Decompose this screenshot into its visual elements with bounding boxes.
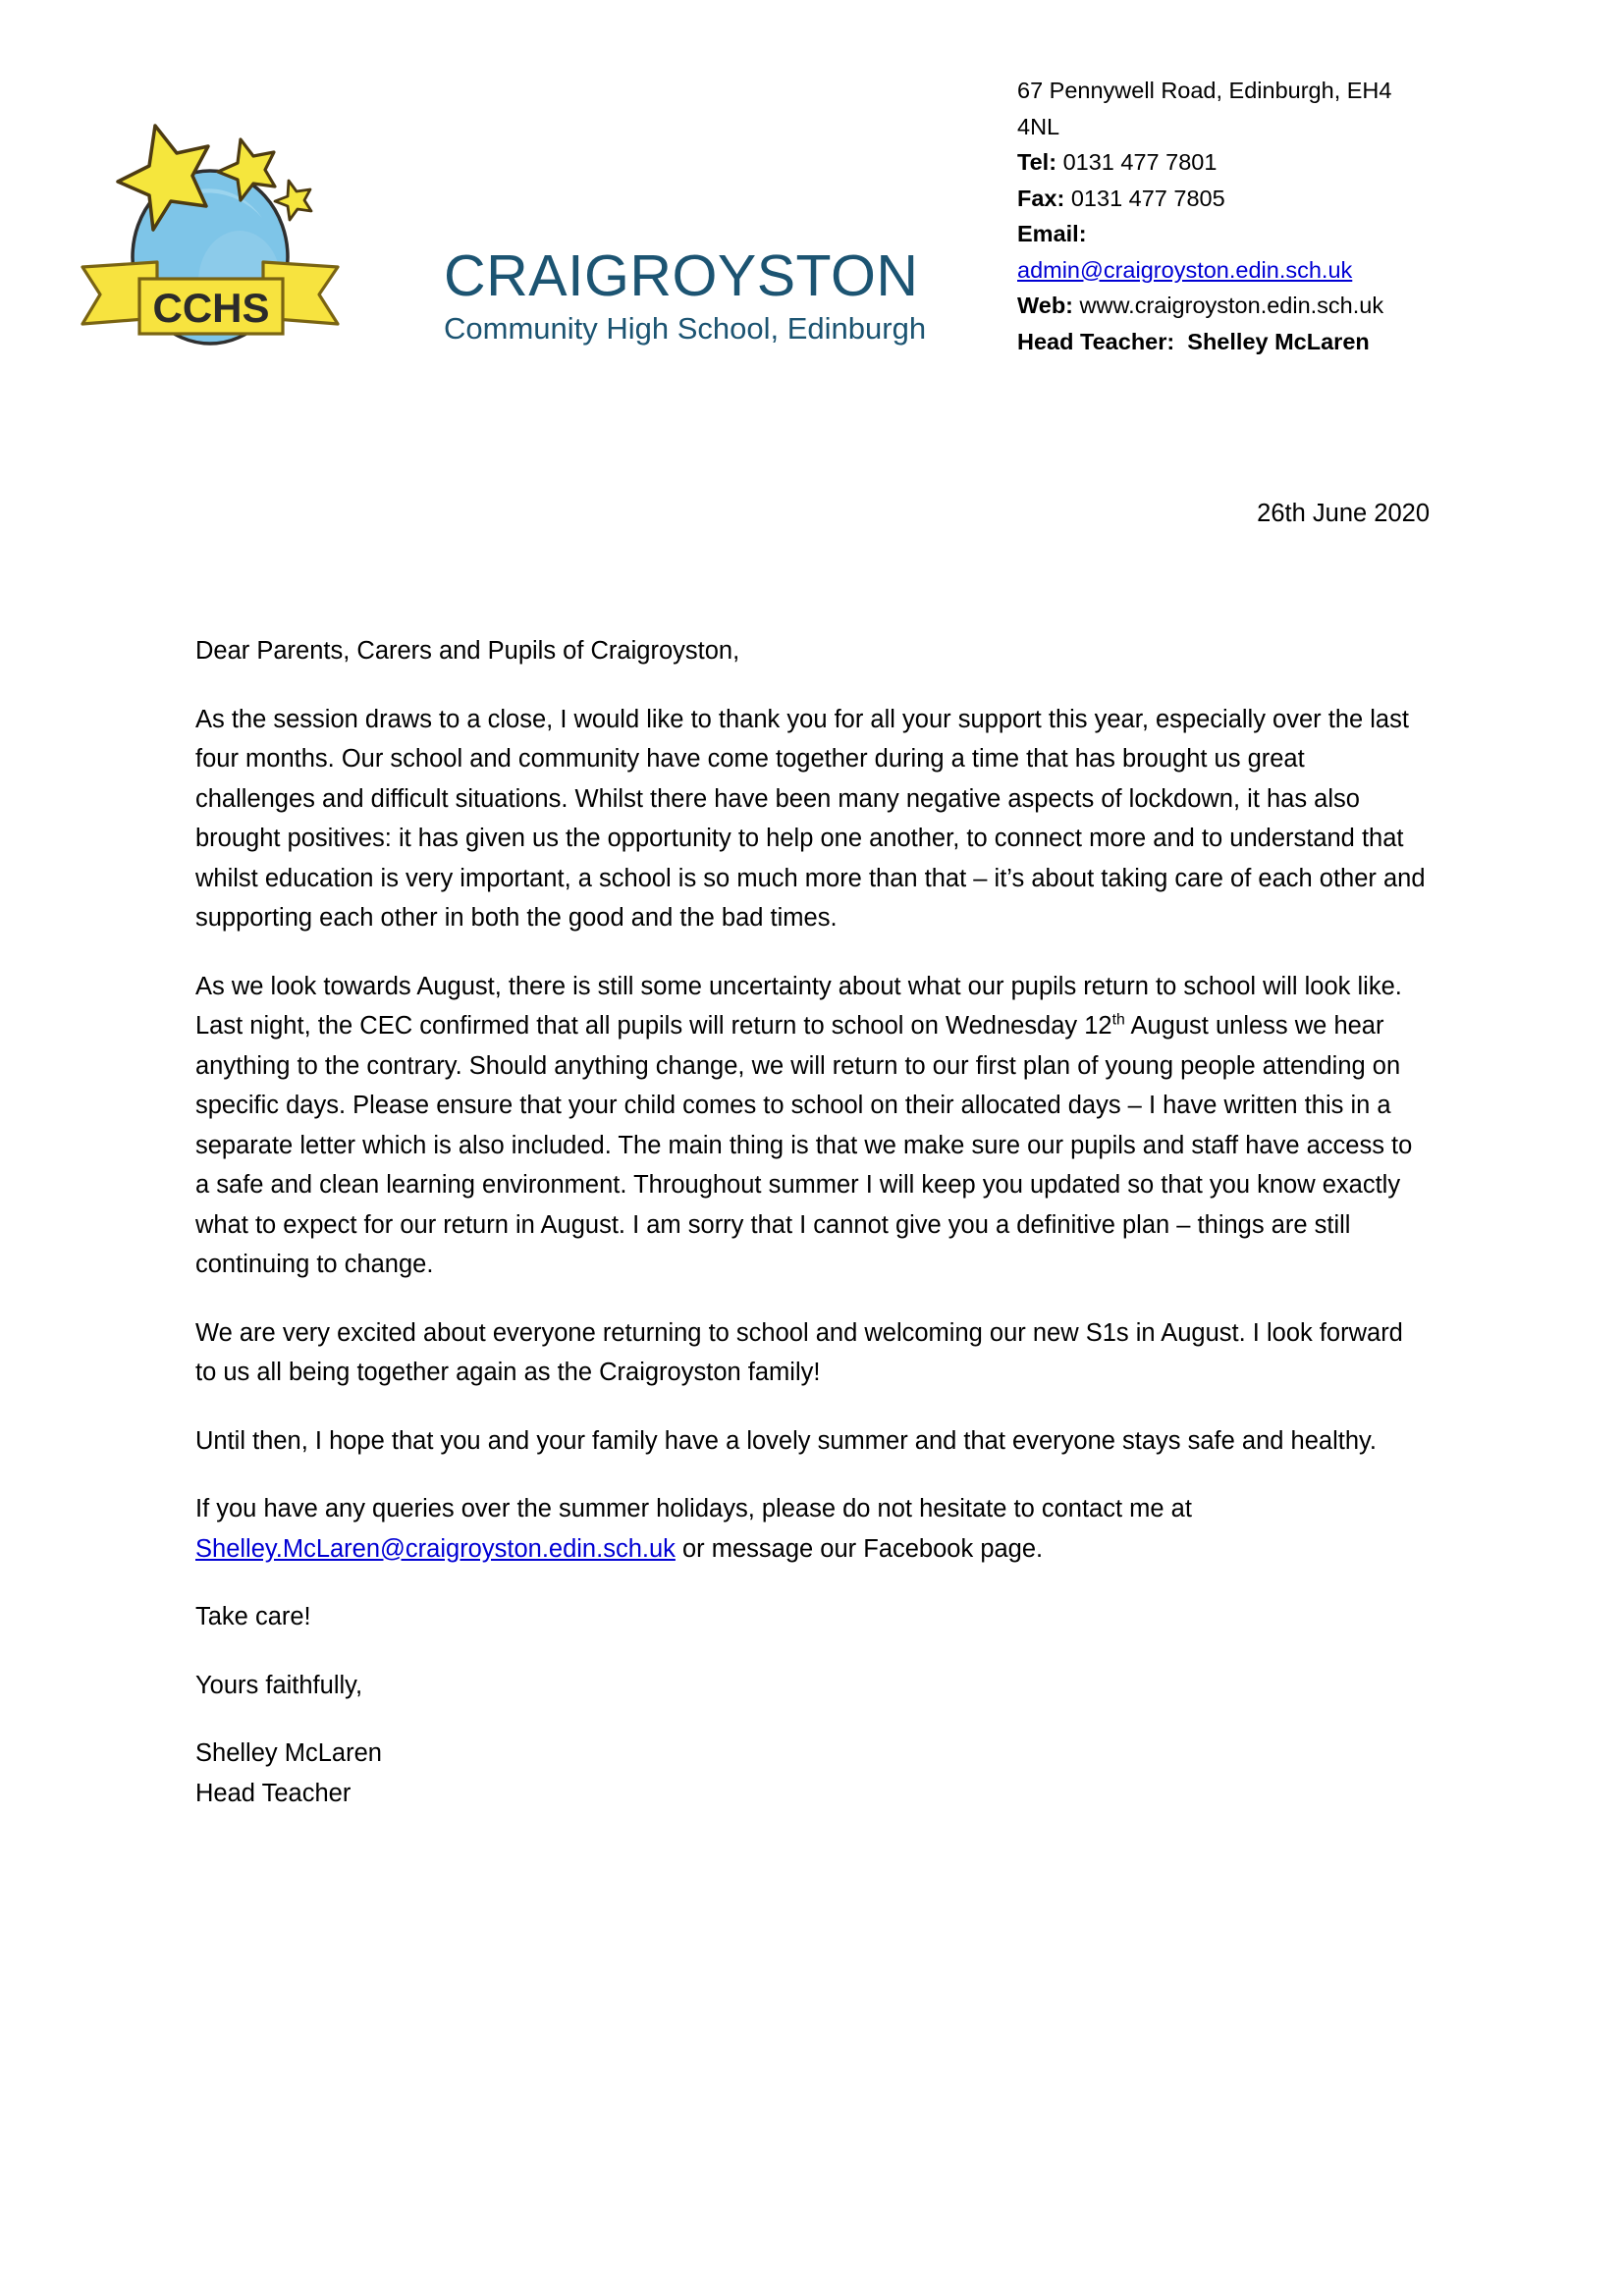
fax-line xyxy=(1017,181,1479,217)
telephone-line xyxy=(1017,144,1479,181)
crest-banner-text: CCHS xyxy=(152,285,270,331)
head-teacher-value: Shelley McLaren xyxy=(1187,328,1370,354)
body-paragraph-4: Until then, I hope that you and your family have a lovely summer and that everyone stays safe and healthy. xyxy=(195,1426,1377,1455)
school-wordmark xyxy=(444,243,935,348)
letter-body xyxy=(195,631,1431,1813)
signature-block xyxy=(195,1734,1431,1813)
web-value: www.craigroyston.edin.sch.uk xyxy=(1079,293,1384,318)
signature-name: Shelley McLaren xyxy=(195,1739,382,1767)
address-line-2: 4NL xyxy=(1017,113,1060,139)
web-line xyxy=(1017,288,1479,324)
ordinal-suffix: th xyxy=(1111,1011,1125,1029)
paragraph-2-segment-b: August unless we hear anything to the contrary. Should anything change, we will return to our first plan of young people attending on specific days. Please ensure that your child comes to school on their allocated days – I have written this in a separate letter which is also included. The main thing is that we make sure our pupils and staff have access to a safe and clean learning environment. Throughout summer I will keep you updated so that you know exactly what to expect for our return in August. I am sorry that I cannot give you a definitive plan – things are still continuing to change. xyxy=(195,1012,1413,1278)
head-teacher-line xyxy=(1017,324,1479,360)
paragraph-5-segment-a: If you have any queries over the summer holidays, please do not hesitate to contact me at xyxy=(195,1495,1192,1522)
head-teacher-label: Head Teacher: xyxy=(1017,328,1175,354)
contact-details xyxy=(1017,73,1479,359)
paragraph-2-segment-a: As we look towards August, there is still some uncertainty about what our pupils return to school will look like. Last night, the CEC confirmed that all pupils will return to school on Wednesday 12 xyxy=(195,972,1402,1040)
school-logo-block xyxy=(61,61,935,346)
paragraph-5-segment-b: or message our Facebook page. xyxy=(675,1534,1044,1563)
head-teacher-email-link[interactable]: Shelley.McLaren@craigroyston.edin.sch.uk xyxy=(195,1534,676,1563)
school-tagline: Community High School, Edinburgh xyxy=(444,311,927,346)
telephone-value: 0131 477 7801 xyxy=(1062,149,1218,175)
salutation: Dear Parents, Carers and Pupils of Craigroyston, xyxy=(195,637,740,665)
body-paragraph-3: We are very excited about everyone returning to school and welcoming our new S1s in August. I look forward to us all being together again as the Craigroyston family! xyxy=(195,1318,1403,1386)
cchs-crest-icon xyxy=(61,61,355,346)
fax-label: Fax: xyxy=(1017,185,1065,211)
letter-date-row xyxy=(195,496,1430,531)
email-label: Email: xyxy=(1017,221,1087,246)
web-label: Web: xyxy=(1017,293,1074,318)
email-value-line xyxy=(1017,252,1479,289)
letter-date: 26th June 2020 xyxy=(1257,500,1430,527)
take-care-line: Take care! xyxy=(195,1603,311,1630)
body-paragraph-5 xyxy=(195,1489,1431,1569)
fax-value: 0131 477 7805 xyxy=(1070,185,1225,211)
signature-title: Head Teacher xyxy=(195,1779,352,1807)
admin-email-link[interactable]: admin@craigroyston.edin.sch.uk xyxy=(1017,256,1353,283)
sign-off: Yours faithfully, xyxy=(195,1671,363,1699)
telephone-label: Tel: xyxy=(1017,149,1057,175)
body-paragraph-1: As the session draws to a close, I would like to thank you for all your support this year, especially over the last four months. Our school and community have come together during a time that has brought us great challenges and difficult situations. Whilst there have been many negative aspects of lockdown, it has also brought positives: it has given us the opportunity to help one another, to connect more and to understand that whilst education is very important, a school is so much more than that – it’s about taking care of each other and supporting each other in both the good and the bad times. xyxy=(195,705,1426,932)
address-line-1: 67 Pennywell Road, Edinburgh, EH4 xyxy=(1017,78,1392,103)
body-paragraph-2 xyxy=(195,967,1431,1285)
letterhead xyxy=(0,0,1624,432)
email-label-line xyxy=(1017,216,1479,252)
school-name: CRAIGROYSTON xyxy=(444,243,919,308)
